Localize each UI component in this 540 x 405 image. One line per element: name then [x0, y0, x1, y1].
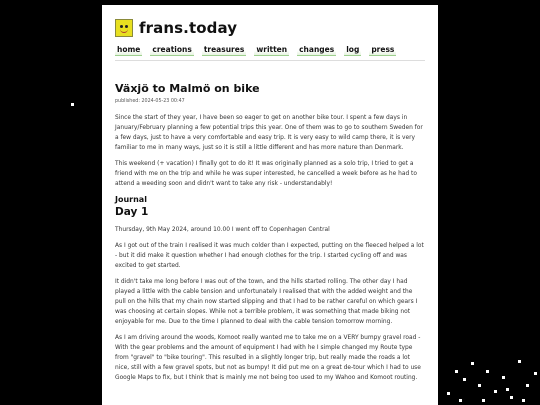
background-dot — [494, 390, 497, 393]
background-dot — [471, 362, 474, 365]
background-dot — [482, 399, 485, 402]
page-container — [102, 5, 438, 405]
published-date: published: 2024-05-23 00:47 — [115, 99, 185, 104]
background-dot — [522, 399, 525, 402]
nav-link-treasures[interactable]: treasures — [203, 45, 245, 54]
nav-link-log[interactable]: log — [346, 45, 360, 54]
day-paragraph: It didn't take me long before I was out of the town, and the hills started rolling. The other day I had played a little with the cable tension and unfortunately I realised that with the added weight and the pull on the hills that my chain now started slipping and that I had to be rather careful on which gears I was choosing at certain slopes. While not a terrible problem, it was something that made biking not enjoyable for me. Due to the time I planned to deal with the cable tension tomorrow morning. — [115, 279, 418, 325]
nav-link-home[interactable]: home — [117, 45, 141, 54]
day-paragraph: Thursday, 9th May 2024, around 10.00 I went off to Copenhagen Central — [115, 227, 330, 233]
journal-heading: Journal — [115, 195, 147, 204]
logo-mouth — [120, 29, 128, 33]
nav-link-creations[interactable]: creations — [152, 45, 192, 54]
background-dot — [478, 384, 481, 387]
background-dot — [506, 388, 509, 391]
background-dot — [534, 372, 537, 375]
background-dot — [447, 392, 450, 395]
nav-link-written[interactable]: written — [256, 45, 288, 54]
intro-paragraph: This weekend (+ vacation) I finally got to do it! It was originally planned as a solo trip, I tried to get a friend with me on the trip and while he was super interested, he cancelled a week before as he had to attend a weeding soon and didn't want to take any risk - understandably! — [115, 161, 417, 187]
nav-link-changes[interactable]: changes — [299, 45, 335, 54]
background-dot — [518, 360, 521, 363]
intro-paragraph: Since the start of they year, I have been so eager to get on another bike tour. I spent a few days in January/February planning a few potential trips this year. One of them was to go to southern Sweden for a few days, just to have a very comfortable and easy trip. It is very easy to wild camp there, it is very familiar to me in many ways, just so it is still a little different and has more nature than Denmark. — [115, 115, 423, 151]
day-heading: Day 1 — [115, 206, 149, 218]
background-dot — [455, 370, 458, 373]
nav-link-press[interactable]: press — [371, 45, 395, 54]
background-dot — [459, 399, 462, 402]
background-dot — [502, 376, 505, 379]
day-paragraph: As I am driving around the woods, Komoot really wanted me to take me on a VERY bumpy gravel road - With the gear problems and the amount of equipment I had with he I simple changed my Route type from "gravel" to "bike touring". This resulted in a slightly longer trip, but really made the roads a lot nice, still with a few gravel spots, but not as bumpy! It did put me on a great de-tour which I had to use Google Maps to fix, but I think that is mainly me not being too used to my Wahoo and Komoot routing. — [115, 335, 421, 381]
background-dot — [526, 384, 529, 387]
article-title: Växjö to Malmö on bike — [115, 82, 260, 95]
background-dot — [71, 103, 74, 106]
background-dot — [510, 396, 513, 399]
background-dot — [463, 378, 466, 381]
logo-eye — [125, 25, 128, 28]
main-nav — [115, 44, 425, 61]
site-header — [115, 15, 425, 41]
background-dot — [486, 370, 489, 373]
day-paragraph: As I got out of the train I realised it was much colder than I expected, putting on the fleeced helped a lot - but it did make it question whether I had enough clothes for the trip. I started cycling off and was excited to get started. — [115, 243, 424, 269]
site-title[interactable]: frans.today — [139, 19, 238, 37]
smiley-face-icon[interactable] — [115, 19, 133, 37]
logo-eye — [120, 25, 123, 28]
